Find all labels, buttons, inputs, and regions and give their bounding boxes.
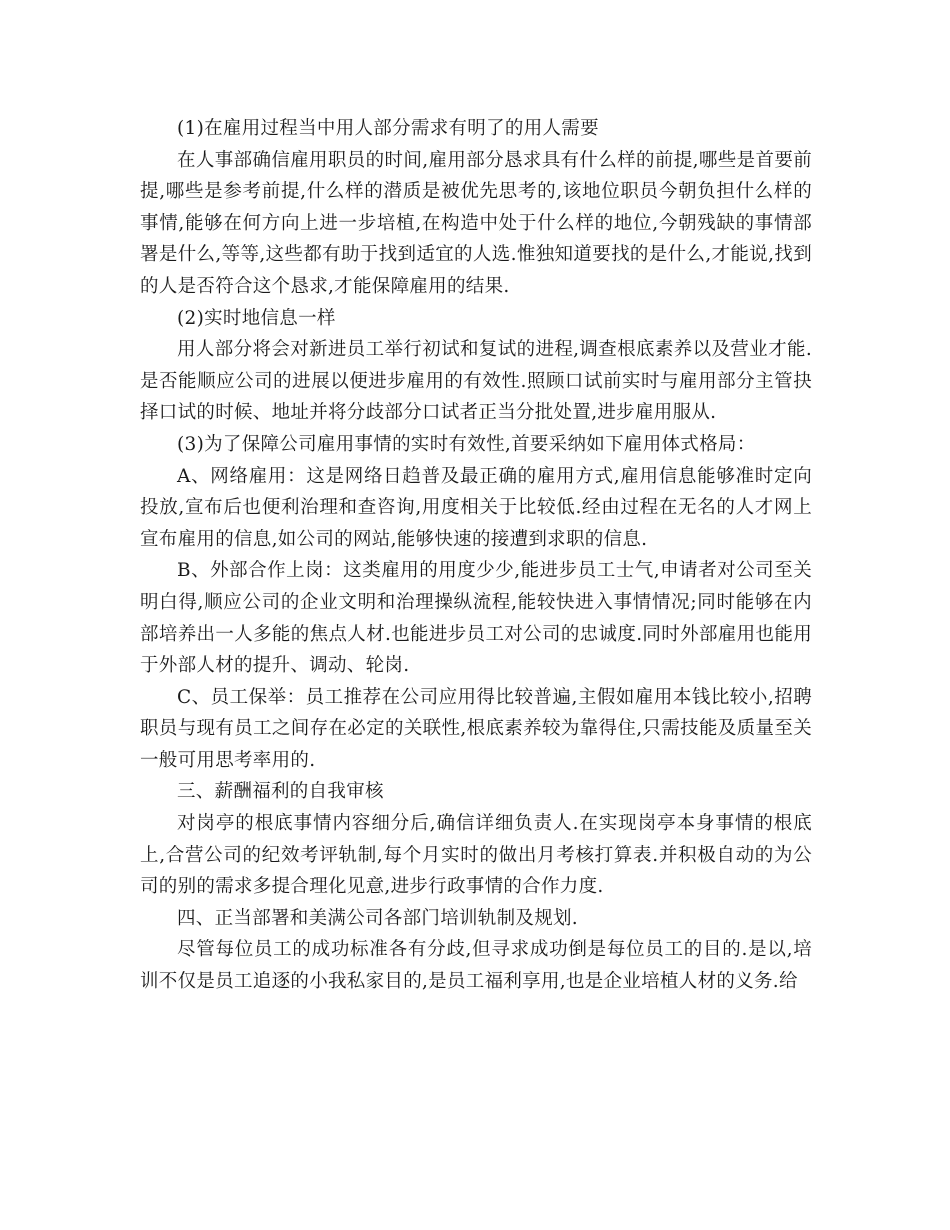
heading-recruitment-needs: (1)在雇用过程当中用人部分需求有明了的用人需要: [177, 118, 599, 139]
heading-timely-info: (2)实时地信息一样: [177, 307, 336, 329]
paragraph-employee-referral: C、员工保举：员工推荐在公司应用得比较普遍,主假如雇用本钱比较小,招聘职员与现有员工之间存在必定的关联性,根底素养较为靠得住,只需技能及质量至关一般可用思考率用的.: [140, 686, 812, 771]
heading-recruitment-methods: (3)为了保障公司雇用事情的实时有效性,首要采纳如下雇用体式格局：: [177, 433, 756, 455]
document-body: [140, 113, 812, 998]
paragraph-online-recruitment: A、网络雇用：这是网络日趋普及最正确的雇用方式,雇用信息能够准时定向投放,宣布后也便利治理和查咨询,用度相关于比较低.经由过程在无名的人才网上宣布雇用的信息,如公司的网站,能够快速的接遭到求职的信息.: [140, 465, 812, 550]
paragraph-internal-recruitment: B、外部合作上岗：这类雇用的用度少少,能进步员工士气,申请者对公司至关明白得,顺应公司的企业文明和治理操纵流程,能较快进入事情情况;同时能够在内部培养出一人多能的焦点人材.也能进步员工对公司的忠诚度.同时外部雇用也能用于外部人材的提升、调动、轮岗.: [140, 560, 812, 677]
paragraph-compensation-review: 对岗亭的根底事情内容细分后,确信详细负责人.在实现岗亭本身事情的根底上,合营公司的纪效考评轨制,每个月实时的做出月考核打算表.并积极自动的为公司的别的需求多提合理化见意,进步行政事情的合作力度.: [140, 813, 812, 898]
paragraph-training-system: 尽管每位员工的成功标准各有分歧,但寻求成功倒是每位员工的目的.是以,培训不仅是员工追逐的小我私家目的,是员工福利享用,也是企业培植人材的义务.给: [140, 939, 812, 993]
paragraph-timely-info: 用人部分将会对新进员工举行初试和复试的进程,调查根底素养以及营业才能.是否能顺应公司的进展以便进步雇用的有效性.照顾口试前实时与雇用部分主管抉择口试的时候、地址并将分歧部分口试者正当分批处置,进步雇用服从.: [140, 339, 812, 424]
heading-training-system: 四、正当部署和美满公司各部门培训轨制及规划.: [177, 907, 578, 929]
heading-compensation-review: 三、薪酬福利的自我审核: [177, 781, 384, 803]
paragraph-recruitment-needs: 在人事部确信雇用职员的时间,雇用部分恳求具有什么样的前提,哪些是首要前提,哪些是参考前提,什么样的潜质是被优先思考的,该地位职员今朝负担什么样的事情,能够在何方向上进一步培植,在构造中处于什么样的地位,今朝残缺的事情部署是什么,等等,这些都有助于找到适宜的人选.惟独知道要找的是什么,才能说,找到的人是否符合这个恳求,才能保障雇用的结果.: [140, 149, 812, 297]
